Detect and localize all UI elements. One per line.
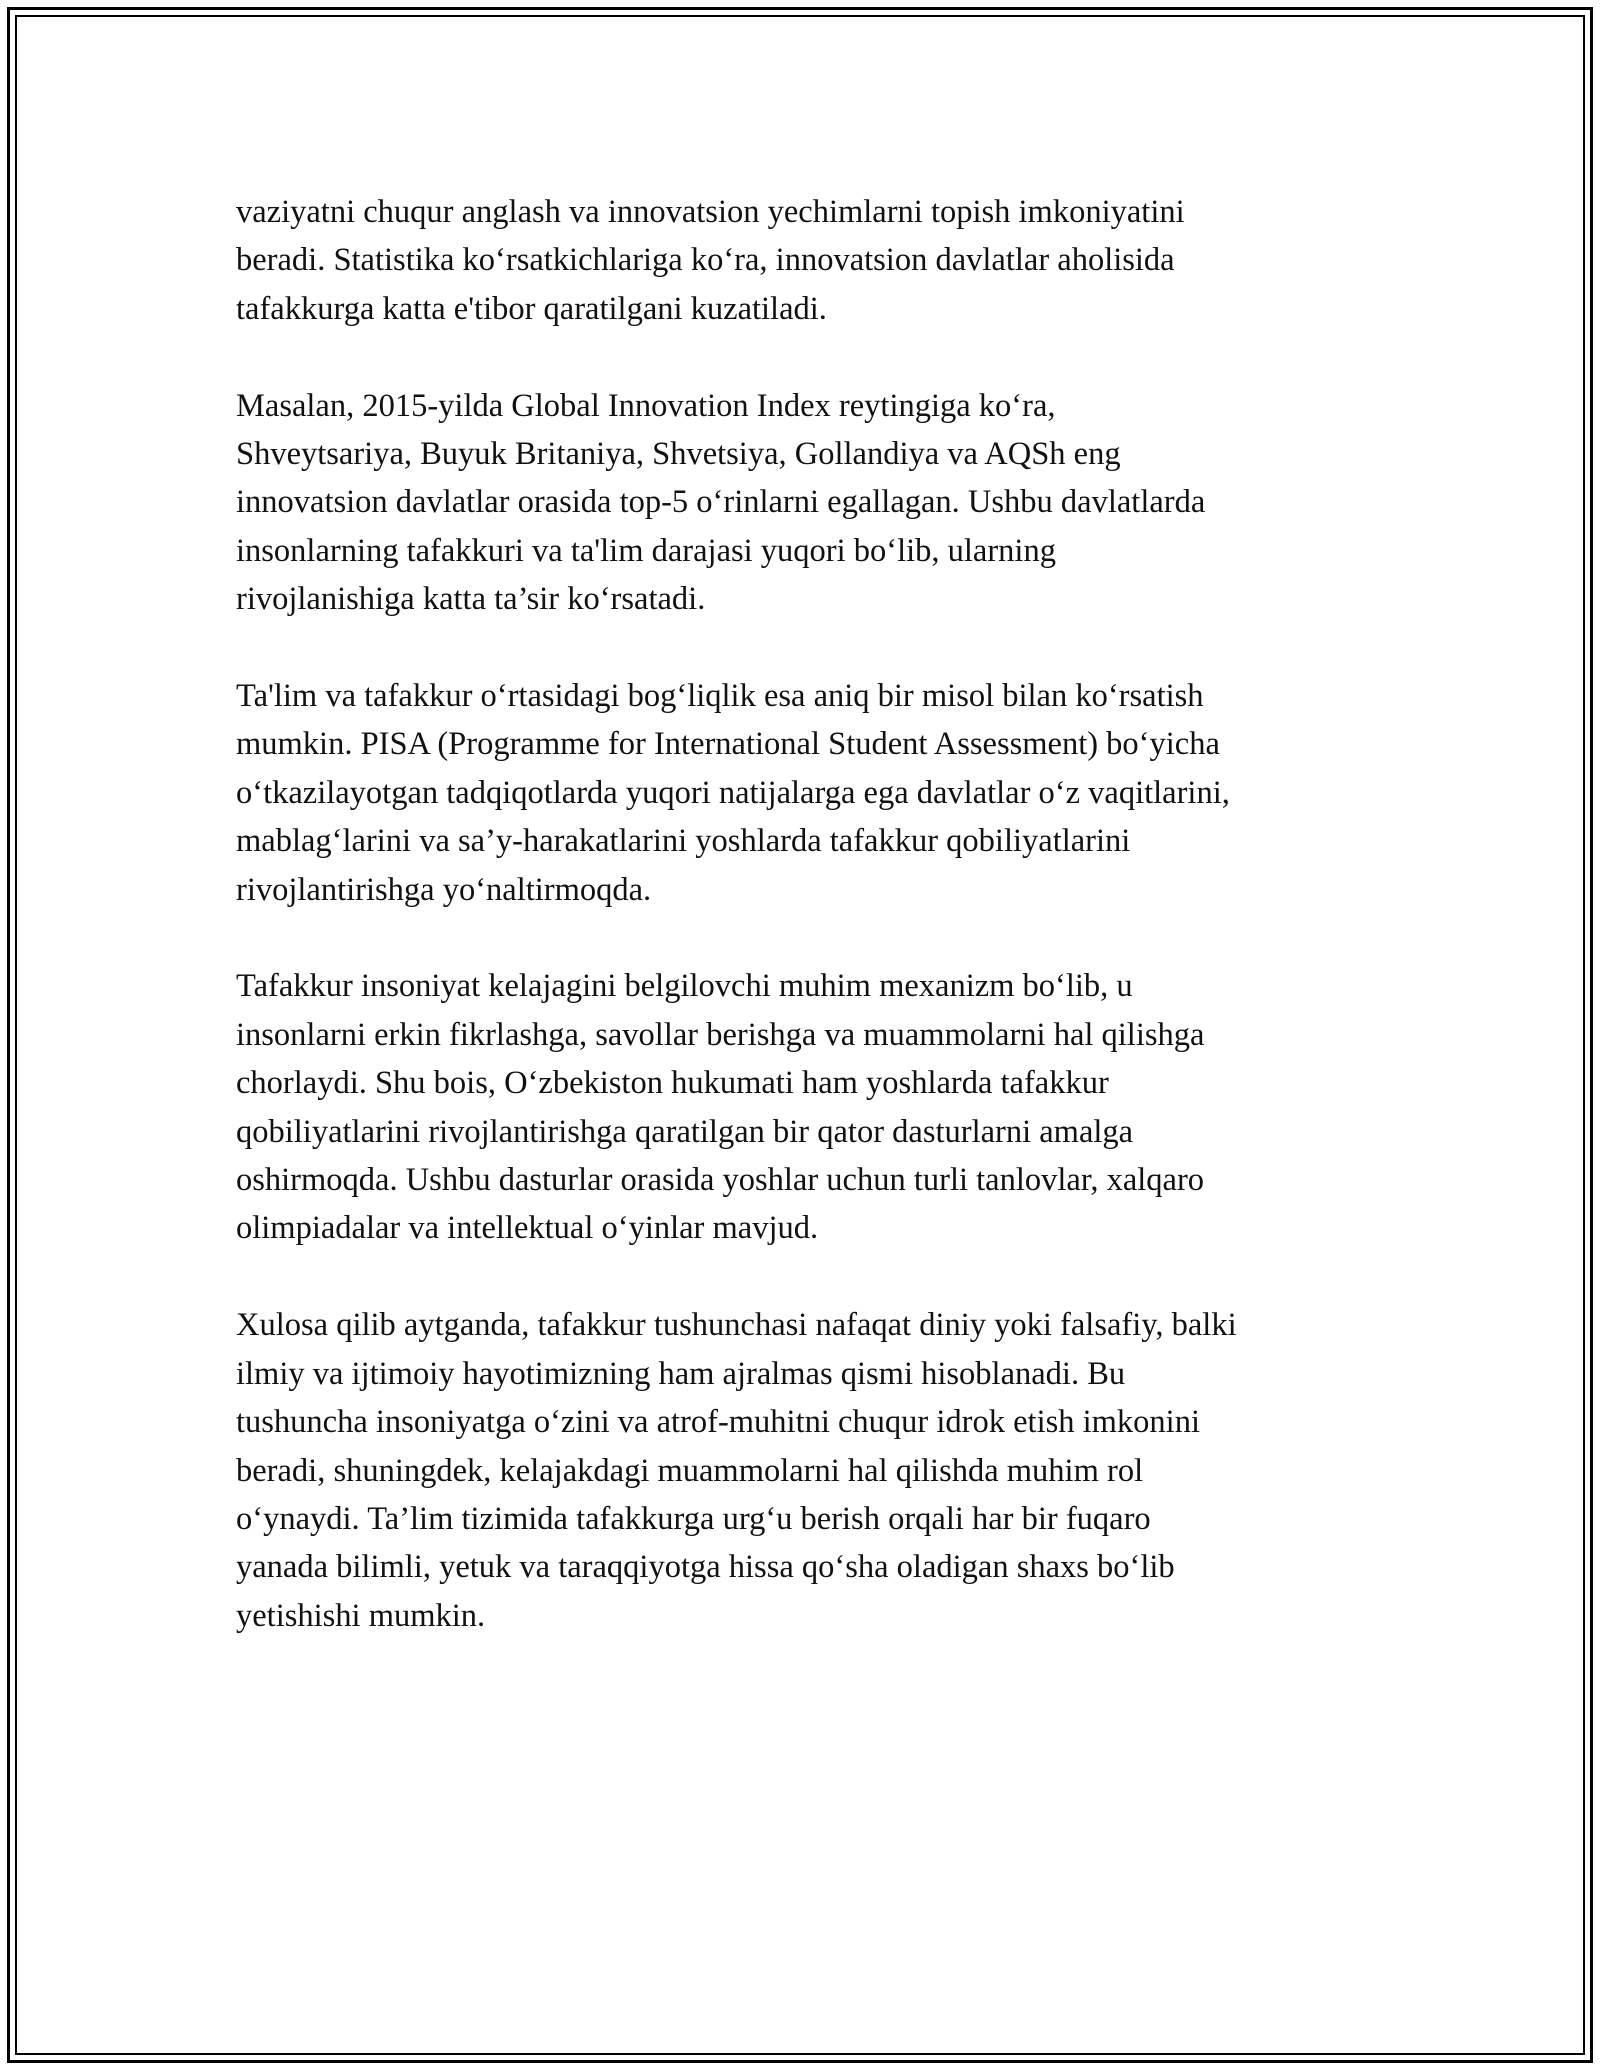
paragraph-1: vaziyatni chuqur anglash va innovatsion yechimlarni topish imkoniyatini beradi. Statistika ko‘rsatkichlariga ko‘ra, innovatsion davlatlar aholisida tafakkurga katta e'tibor qaratilgani kuzatiladi.: [236, 194, 1185, 327]
paragraph-3: Ta'lim va tafakkur o‘rtasidagi bog‘liqlik esa aniq bir misol bilan ko‘rsatish mumkin. PISA (Programme for International Student Assessment) bo‘yicha o‘tkazilayotgan tadqiqotlarda yuqori natijalarga ega davlatlar o‘z vaqitlarini, mablag‘larini va sa’y-harakatlarini yoshlarda tafakkur qobiliyatlarini rivojlantirishga yo‘naltirmoqda.: [236, 678, 1230, 908]
paragraph-4: Tafakkur insoniyat kelajagini belgilovchi muhim mexanizm bo‘lib, u insonlarni erkin fikrlashga, savollar berishga va muammolarni hal qilishga chorlaydi. Shu bois, O‘zbekiston hukumati ham yoshlarda tafakkur qobiliyatlarini rivojlantirishga qaratilgan bir qator dasturlarni amalga oshirmoqda. Ushbu dasturlar orasida yoshlar uchun turli tanlovlar, xalqaro olimpiadalar va intellektual o‘yinlar mavjud.: [236, 968, 1205, 1247]
paragraph-2: Masalan, 2015-yilda Global Innovation Index reytingiga ko‘ra, Shveytsariya, Buyuk Britaniya, Shvetsiya, Gollandiya va AQSh eng innovatsion davlatlar orasida top-5 o‘rinlarni egallagan. Ushbu davlatlarda insonlarning tafakkuri va ta'lim darajasi yuqori bo‘lib, ularning rivojlanishiga katta ta’sir ko‘rsatadi.: [236, 387, 1206, 618]
paragraph-5: Xulosa qilib aytganda, tafakkur tushunchasi nafaqat diniy yoki falsafiy, balki ilmiy va ijtimoiy hayotimizning ham ajralmas qismi hisoblanadi. Bu tushuncha insoniyatga o‘zini va atrof-muhitni chuqur idrok etish imkonini beradi, shuningdek, kelajakdagi muammolarni hal qilishda muhim rol o‘ynaydi. Ta’lim tizimida tafakkurga urg‘u berish orqali har bir fuqaro yanada bilimli, yetuk va taraqqiyotga hissa qo‘sha oladigan shaxs bo‘lib yetishishi mumkin.: [236, 1307, 1237, 1634]
document-body: [236, 188, 1376, 1689]
